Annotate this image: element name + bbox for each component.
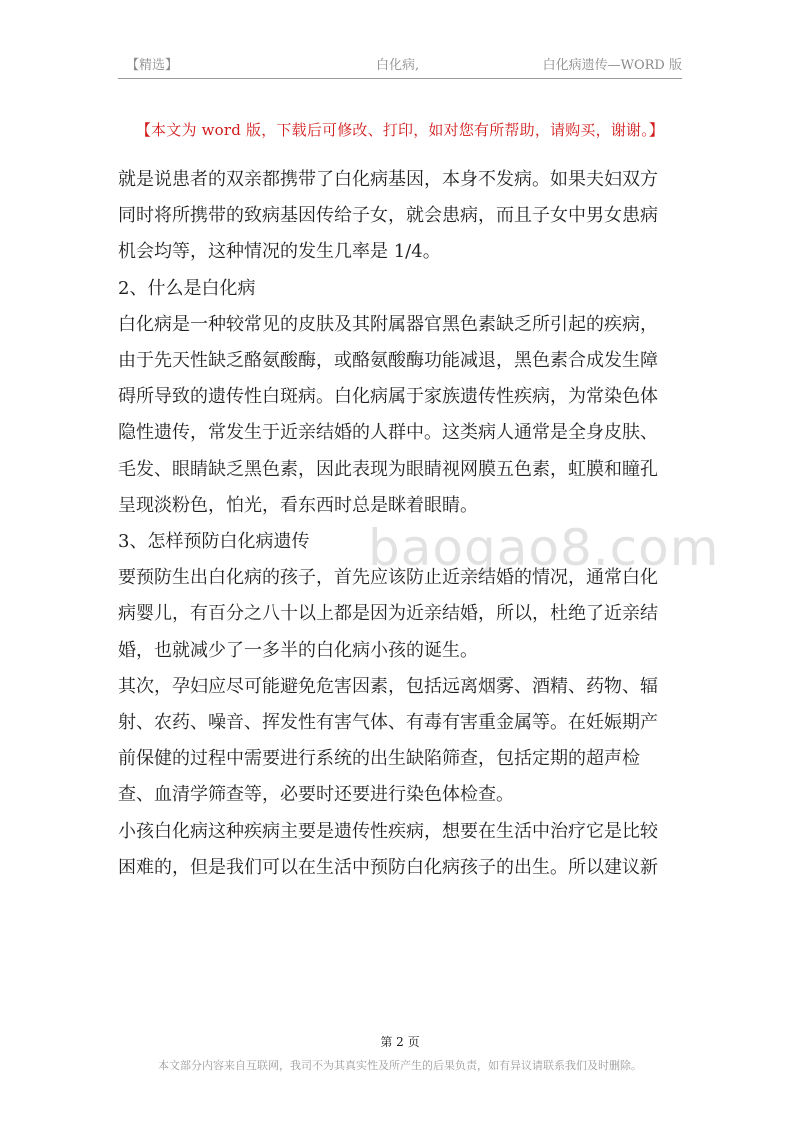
header-center-label: 白化病, <box>376 58 420 73</box>
paragraph-1 <box>118 162 684 271</box>
download-notice: 【本文为 word 版，下载后可修改、打印，如对您有所帮助，请购买，谢谢。】 <box>135 121 665 139</box>
paragraph-5 <box>118 814 684 886</box>
watermark: baogao8.com <box>368 519 720 577</box>
text-line: 机会均等，这种情况的发生几率是 1/4。 <box>118 241 441 263</box>
text-line: 前保健的过程中需要进行系统的出生缺陷筛查，包括定期的超声检 <box>118 748 640 770</box>
paragraph-4 <box>118 669 684 814</box>
heading-text: 2、什么是白化病 <box>118 277 256 299</box>
text-line: 要预防生出白化病的孩子，首先应该防止近亲结婚的情况，通常白化 <box>118 567 658 589</box>
text-line: 婚，也就减少了一多半的白化病小孩的诞生。 <box>118 639 478 661</box>
text-line: 同时将所携带的致病基因传给子女，就会患病，而且子女中男女患病 <box>118 205 658 227</box>
header-left-label: 【精选】 <box>126 58 179 73</box>
text-line: 隐性遗传，常发生于近亲结婚的人群中。这类病人通常是全身皮肤、 <box>118 422 658 444</box>
section-heading-2 <box>118 271 684 307</box>
text-line: 查、血清学筛查等，必要时还要进行染色体检查。 <box>118 784 514 806</box>
text-line: 困难的，但是我们可以在生活中预防白化病孩子的出生。所以建议新 <box>118 856 658 878</box>
text-line: 病婴儿，有百分之八十以上都是因为近亲结婚，所以，杜绝了近亲结 <box>118 603 658 625</box>
text-line: 就是说患者的双亲都携带了白化病基因，本身不发病。如果夫妇双方 <box>118 169 658 190</box>
text-line: 小孩白化病这种疾病主要是遗传性疾病，想要在生活中治疗它是比较 <box>118 820 658 842</box>
text-line: 呈现淡粉色，怕光，看东西时总是眯着眼睛。 <box>118 494 478 516</box>
page-header <box>118 54 682 79</box>
text-line: 由于先天性缺乏酪氨酸酶，或酪氨酸酶功能减退，黑色素合成发生障 <box>118 350 658 372</box>
text-line: 碍所导致的遗传性白斑病。白化病属于家族遗传性疾病，为常染色体 <box>118 386 658 408</box>
text-line: 白化病是一种较常见的皮肤及其附属器官黑色素缺乏所引起的疾病， <box>118 313 658 335</box>
heading-text: 3、怎样预防白化病遗传 <box>118 531 310 553</box>
text-line: 射、农药、噪音、挥发性有害气体、有毒有害重金属等。在妊娠期产 <box>118 712 658 734</box>
header-right-label: 白化病遗传—WORD 版 <box>542 58 682 73</box>
text-line: 其次，孕妇应尽可能避免危害因素，包括远离烟雾、酒精、药物、辐 <box>118 675 658 697</box>
paragraph-2 <box>118 307 684 524</box>
footer-disclaimer: 本文部分内容来自互联网，我司不为其真实性及所产生的后果负责，如有异议请联系我们及时删除。 <box>158 1059 642 1072</box>
text-line: 毛发、眼睛缺乏黑色素，因此表现为眼睛视网膜五色素，虹膜和瞳孔 <box>118 458 658 480</box>
page-number: 第 2 页 <box>380 1035 420 1049</box>
